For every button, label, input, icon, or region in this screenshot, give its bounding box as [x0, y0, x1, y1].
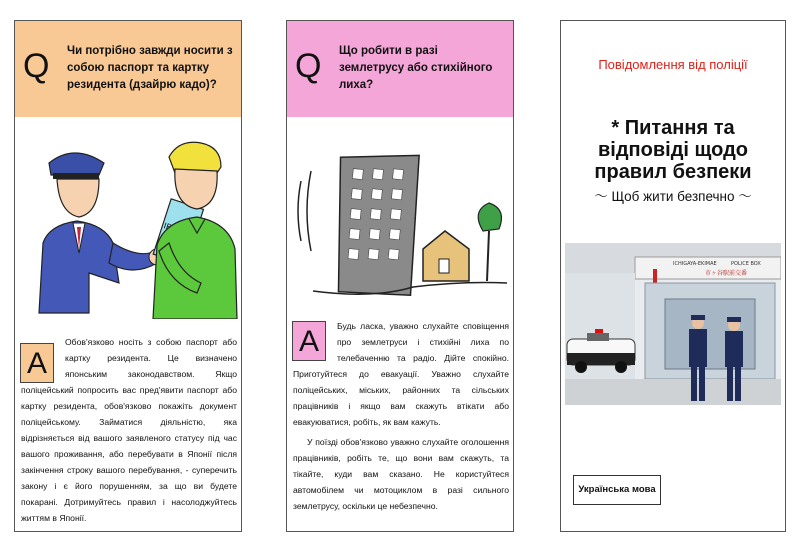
- police-notice: Повідомлення від поліції: [598, 57, 748, 72]
- answer-text: Обов'язково носіть з собою паспорт або картку резидента. Це визначено японським законодавством. Якщо поліцейський попросить вас пред'явити паспорт або картку резидента, обов'язково покажіть документ поліцейському. Займатися діяльністю, яка відрізняється від вашого заявленого статусу під час вашого проживання, або перебувати в Японії після закінчення строку вашого перебування, - суперечить закону і є його порушенням, за що ви будете покарані. Дотримуйтесь правил і насолоджуйтесь життям в Японії.: [21, 337, 237, 523]
- police-box-photo: [565, 243, 781, 405]
- svg-text:ICHIGAYA-EKIMAE: ICHIGAYA-EKIMAE: [673, 261, 717, 267]
- question-text: Що робити в разі землетрусу або стихійного лиха?: [339, 45, 493, 91]
- question-text: Чи потрібно завжди носити з собою паспорт та картку резидента (дзайрю кадо)?: [67, 45, 233, 91]
- police-check-illustration: [29, 133, 239, 319]
- svg-text:市ヶ谷駅前交番: 市ヶ谷駅前交番: [705, 270, 748, 277]
- house-icon: [423, 231, 469, 281]
- answer-mark: A: [292, 321, 326, 361]
- question-box: [287, 21, 513, 117]
- police-officer-figure: [39, 153, 165, 313]
- svg-text:POLICE BOX: POLICE BOX: [731, 261, 761, 267]
- page-title: * Питання та відповіді щодо правил безпеки: [594, 117, 752, 183]
- panel-passport: [14, 20, 242, 532]
- tree-icon: [478, 203, 501, 281]
- answer-mark: A: [20, 343, 54, 383]
- question-box: [15, 21, 241, 117]
- resident-figure: [153, 142, 237, 319]
- panel-cover: [560, 20, 786, 532]
- question-mark: Q: [23, 47, 50, 85]
- language-label: Українська мова: [573, 475, 661, 505]
- answer-text: Будь ласка, уважно слухайте сповіщення про землетруси і стихійні лиха по телебаченню та радіо. Дійте спокійно. Приготуйтеся до евакуації. Уважно слухайте поліцейських, міських, районних та сільських працівників і якщо вам скажуть втікати або евакуюватися, робіть, як вам кажуть. У поїзді обов'язково уважно слухайте оголошення працівників, робіть те, що вони вам скажуть, та тікайте, куди вам сказано. Не користуйтеся автомобілем чи мотоциклом в разі сильного землетрусу, оскільки це небезпечно.: [293, 318, 509, 514]
- question-mark: Q: [295, 47, 322, 85]
- building-icon: [327, 147, 426, 299]
- panel-earthquake: [286, 20, 514, 532]
- subtitle: 〜 Щоб жити безпечно 〜: [594, 189, 752, 204]
- answer-paragraph-2: У поїзді обов'язково уважно слухайте оголошення працівників, робіть те, що вони вам скажуть, та тікайте, куди вам сказано. Не користуйтеся автомобілем чи мотоциклом в разі сильного землетрусу, оскільки це небезпечно.: [293, 437, 509, 511]
- earthquake-illustration: [293, 131, 509, 303]
